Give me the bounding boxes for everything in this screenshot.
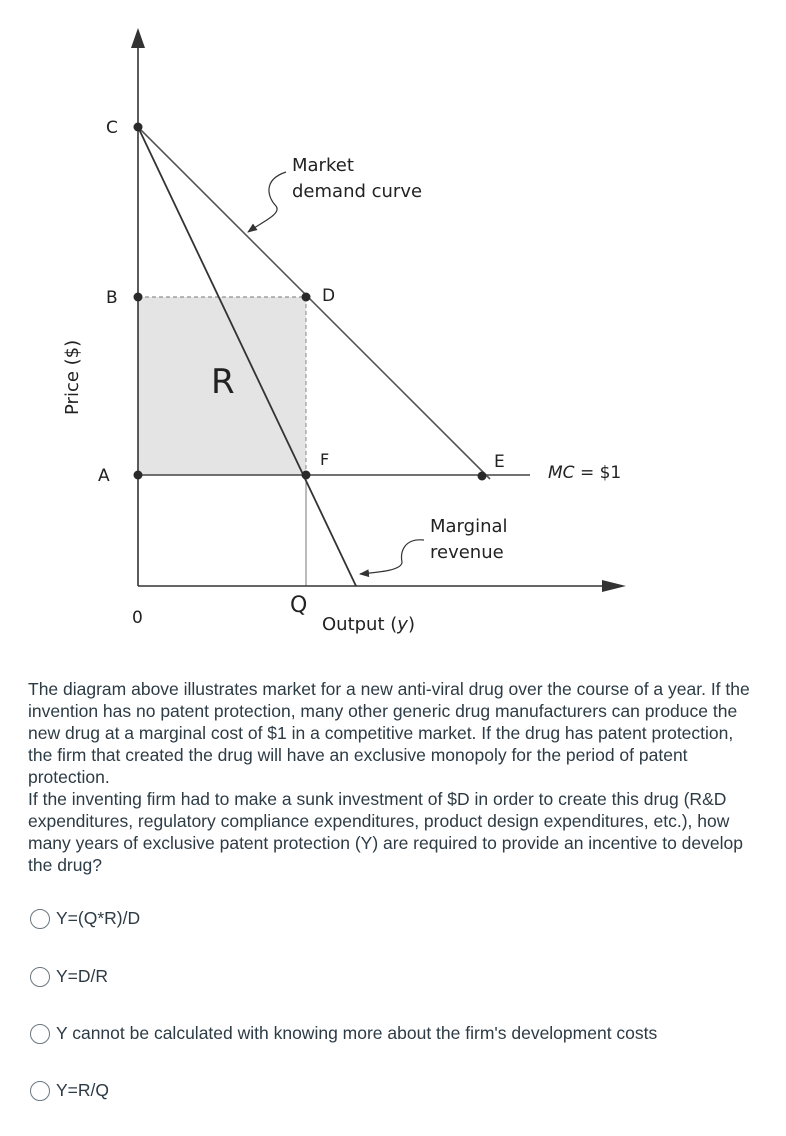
- region-label-r: R: [211, 362, 235, 402]
- point-f-dot: [302, 471, 311, 480]
- answer-option-4[interactable]: [30, 1080, 109, 1101]
- point-b-dot: [134, 293, 143, 302]
- mc-label: [548, 463, 621, 483]
- answer-option-label: Y cannot be calculated with knowing more about the firm's development costs: [56, 1023, 658, 1043]
- y-axis-label: Price ($): [62, 339, 83, 415]
- label-a: A: [98, 466, 110, 486]
- answer-option-1[interactable]: [30, 908, 140, 929]
- answer-option-label: Y=R/Q: [56, 1080, 110, 1100]
- y-axis-arrow-icon: [131, 28, 145, 48]
- mr-label-line1: Marginal: [430, 516, 508, 537]
- question-text: [28, 678, 758, 876]
- radio-button-icon[interactable]: [30, 909, 50, 929]
- demand-label-line2: demand curve: [292, 181, 423, 202]
- question-paragraph-1: The diagram above illustrates market for a new anti-viral drug over the course of a year. If the invention has no patent protection, many other generic drug manufacturers can produce the new drug at a marginal cost of $1 in a competitive market. If the drug has patent protection, the firm that created the drug will have an exclusive monopoly for the period of patent protection.: [28, 679, 750, 787]
- answer-option-label: Y=(Q*R)/D: [56, 908, 141, 928]
- point-c-dot: [134, 123, 143, 132]
- radio-button-icon[interactable]: [30, 1081, 50, 1101]
- x-axis-label: [322, 614, 415, 635]
- x-axis-arrow-icon: [602, 580, 626, 592]
- x-axis-label-main: Output (: [322, 614, 398, 635]
- question-paragraph-2: If the inventing firm had to make a sunk investment of $D in order to create this drug (R&D expenditures, regulatory compliance expenditures, product design expenditures, etc.), how many years of exclusive patent protection (Y) are required to provide an incentive to develop the drug?: [28, 789, 743, 875]
- radio-button-icon[interactable]: [30, 1024, 50, 1044]
- mr-label-line2: revenue: [430, 542, 504, 563]
- label-c: C: [106, 118, 118, 138]
- demand-pointer-arrow-icon: [248, 172, 286, 232]
- answer-option-label: Y=D/R: [56, 966, 109, 986]
- label-q: Q: [290, 593, 308, 618]
- label-f: F: [320, 450, 330, 469]
- label-e: E: [494, 452, 505, 472]
- point-a-dot: [134, 471, 143, 480]
- point-e-dot: [478, 472, 487, 481]
- x-axis-label-close: ): [407, 614, 415, 635]
- answer-option-3[interactable]: [30, 1023, 657, 1044]
- point-d-dot: [302, 293, 311, 302]
- mc-label-value: = $1: [574, 463, 622, 483]
- answer-option-2[interactable]: [30, 966, 108, 987]
- mc-label-var: MC: [548, 463, 575, 483]
- mr-pointer-arrow-icon: [360, 540, 424, 574]
- label-b: B: [106, 288, 118, 308]
- demand-label-line1: Market: [292, 155, 354, 176]
- label-d: D: [322, 286, 336, 306]
- origin-label: 0: [132, 608, 143, 628]
- radio-button-icon[interactable]: [30, 967, 50, 987]
- x-axis-label-var: y: [397, 614, 408, 635]
